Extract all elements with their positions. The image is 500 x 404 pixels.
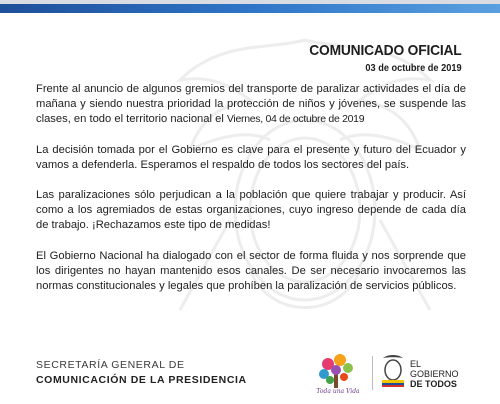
document-title: COMUNICADO OFICIAL (309, 42, 462, 59)
footer-divider (372, 356, 373, 390)
paragraph-1-text: Frente al anuncio de algunos gremios del transporte de paralizar actividades el día de mañana y siendo nuestra prioridad la protección de niños y jóvenes, se suspende las clases, en todo el territorio nacional el (36, 83, 466, 126)
gobierno-de-todos-logo-text (410, 359, 459, 389)
paragraph-3: Las paralizaciones sólo perjudican a la población que quiere trabajar y producir. Así como a los agremiados de estas organizaciones, cuyo ingreso depende de cada día de trabajo. ¡Rechazamos este tipo de medidas! (36, 189, 466, 232)
secretaria-logo-text (36, 359, 247, 386)
gob-line-1: EL (410, 359, 422, 369)
paragraph-1 (36, 82, 466, 128)
announcement-body (36, 82, 466, 309)
top-blue-band (0, 4, 500, 13)
top-color-bar (0, 0, 500, 14)
paragraph-4: El Gobierno Nacional ha dialogado con el sector de forma fluida y nos sorprende que los dirigentes no hayan mantenido esos canales. De ser necesario invocaremos las normas constitucionales y legales que prohíben la paralización de servicios públicos. (36, 249, 466, 293)
ecuador-shield-icon (378, 352, 408, 392)
document-header (296, 42, 462, 74)
gob-line-2: GOBIERNO (410, 369, 459, 379)
gob-line-3: DE TODOS (410, 379, 457, 389)
paragraph-2: La decisión tomada por el Gobierno es clave para el presente y futuro del Ecuador y vamos a defenderla. Esperamos el respaldo de todos los sectores del país. (36, 143, 466, 171)
secretaria-line-2: COMUNICACIÓN DE LA PRESIDENCIA (36, 374, 247, 386)
suspension-date: Viernes, 04 de octubre de 2019 (226, 113, 365, 126)
document-date: 03 de octubre de 2019 (365, 63, 462, 74)
toda-una-vida-label: Toda una Vida (316, 388, 360, 395)
secretaria-line-1: SECRETARÍA GENERAL DE (36, 359, 185, 371)
